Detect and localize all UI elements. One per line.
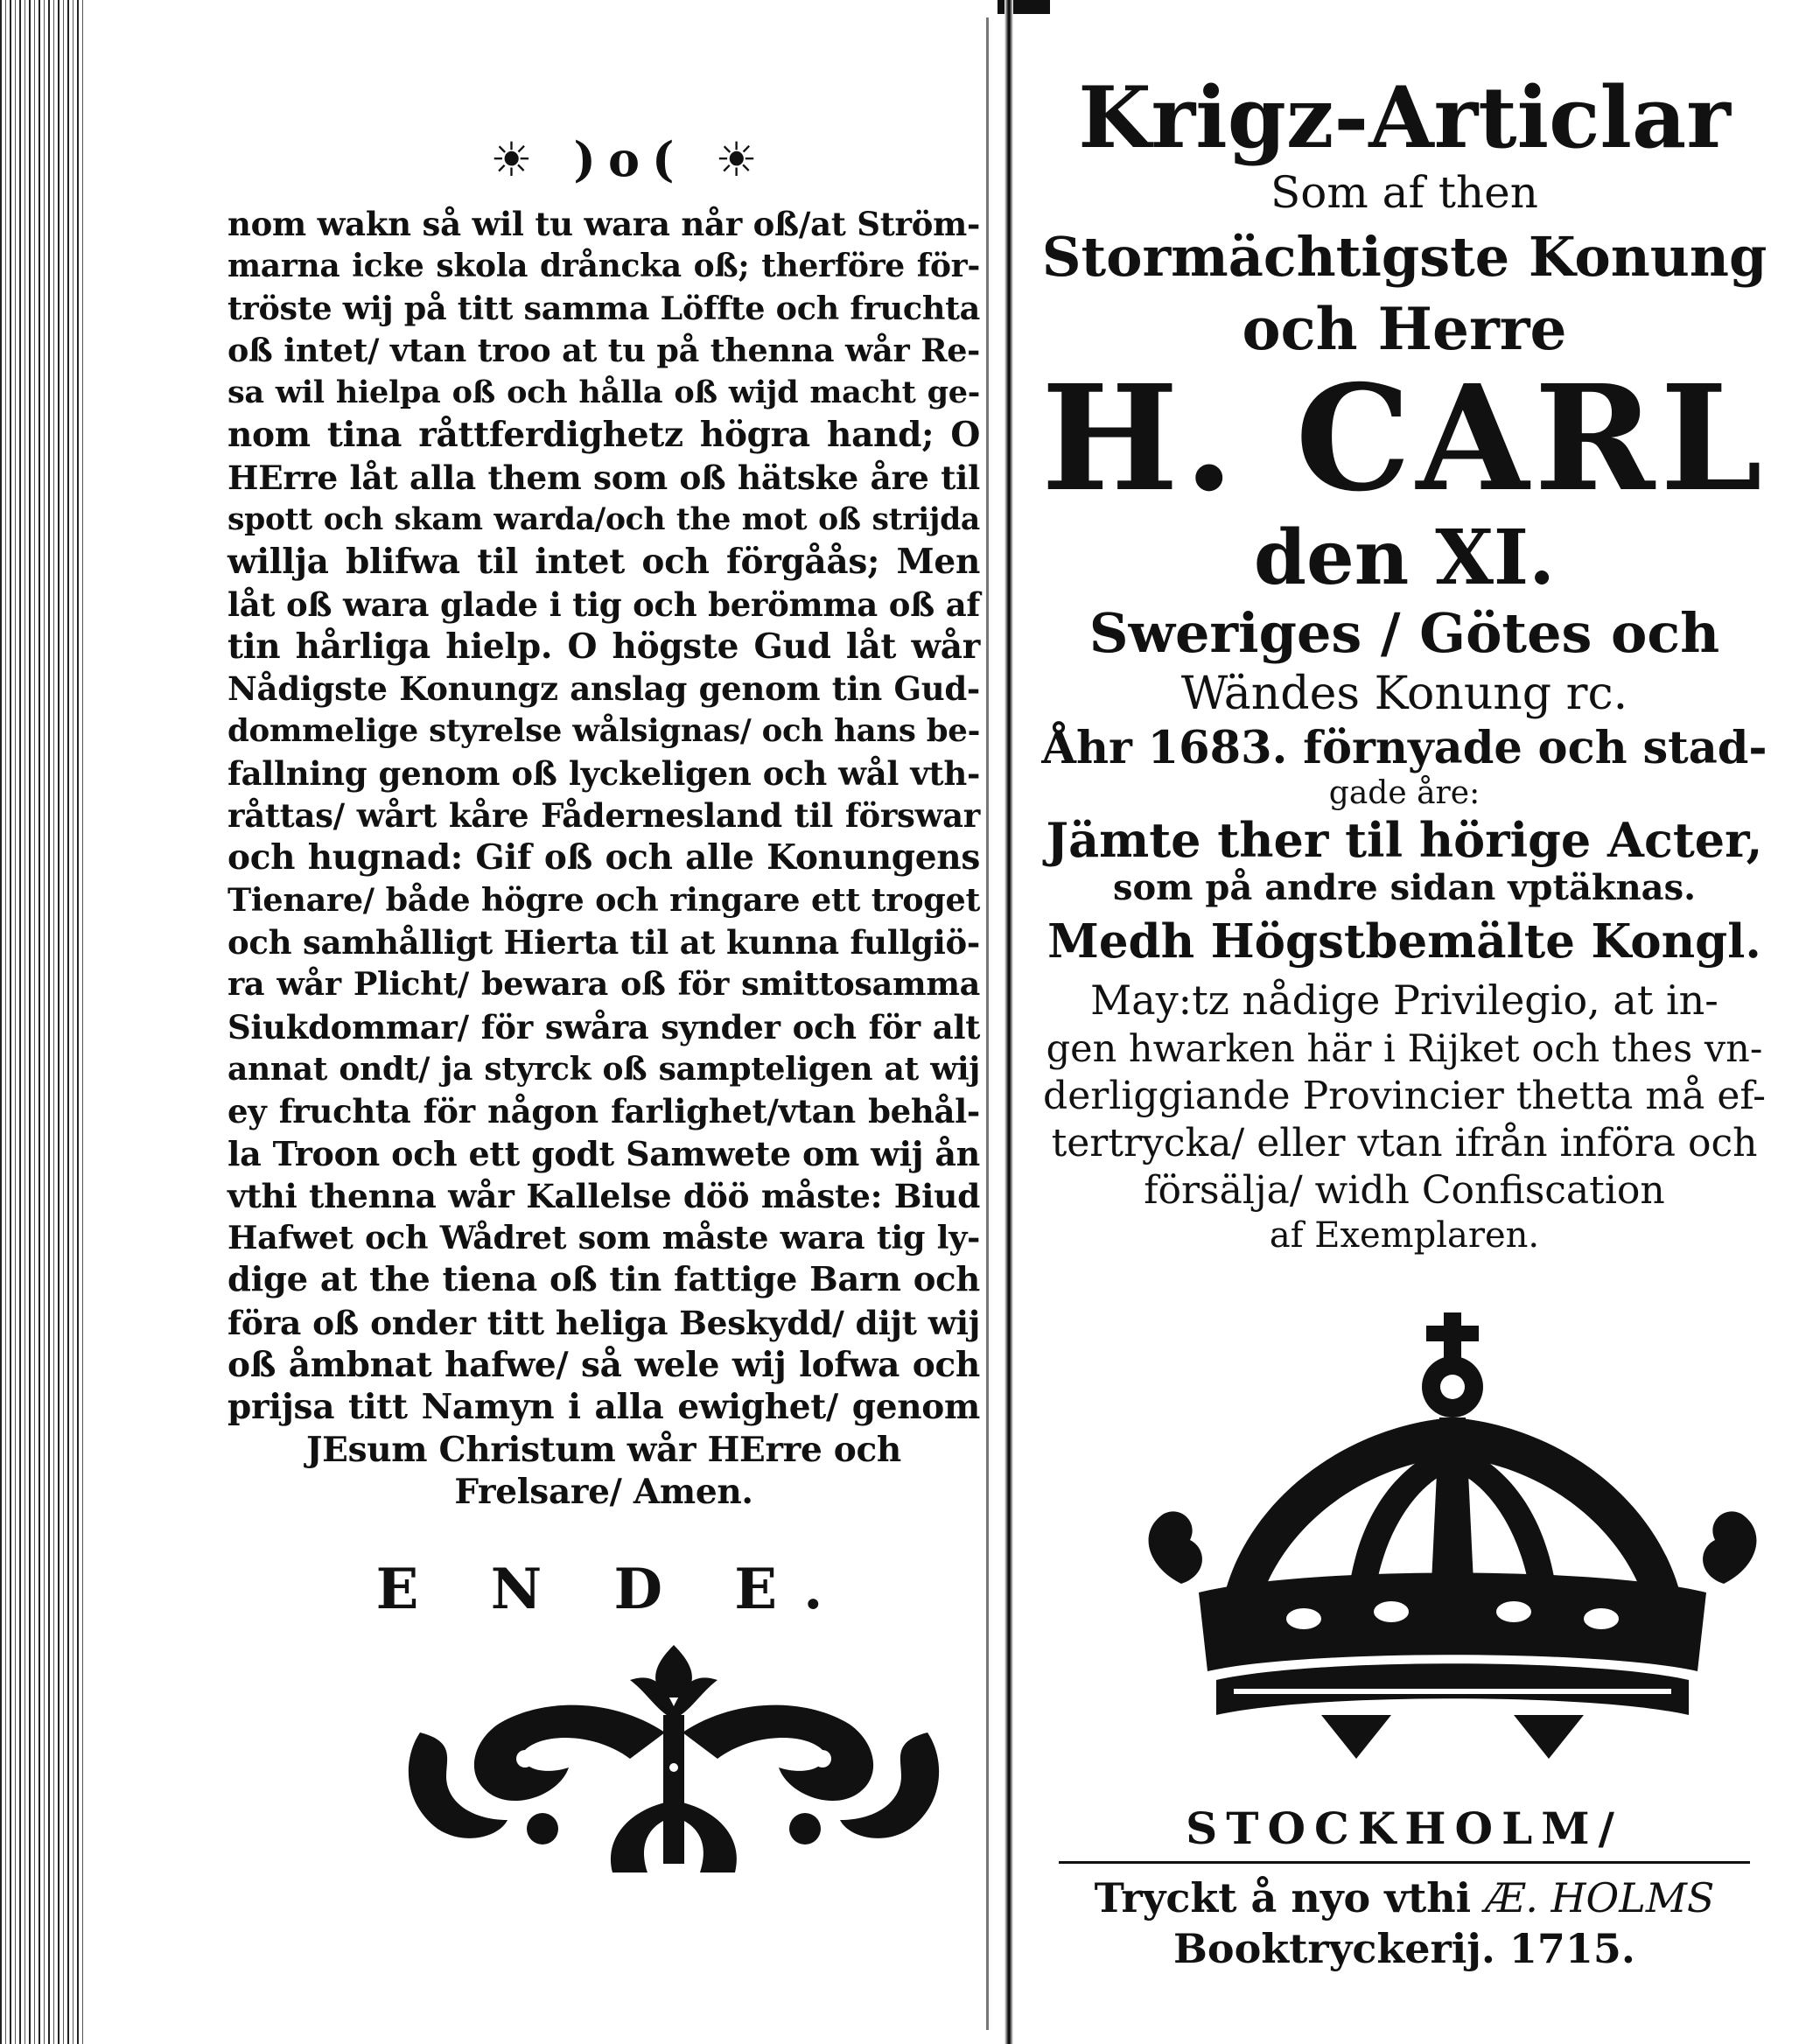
text-line: och samhålligt Hierta til at kunna fullgiö- [228, 923, 980, 962]
text-line: dommelige styrelse wålsignas/ och hans be- [228, 712, 980, 749]
text-line: spott och skam warda/och the mot oß strijda [228, 502, 980, 538]
title-line: och Herre [1242, 295, 1567, 363]
text-line: tröste wij på titt samma Löffte och fruchta [228, 289, 980, 327]
imprint-prefix: Tryckt å nyo vthi [1094, 1874, 1472, 1922]
text-line: Siukdommar/ för swåra synder och för alt [228, 1007, 980, 1046]
text-line: Frelsare/ Amen. [454, 1471, 753, 1512]
title-line: som på andre sidan vptäknas. [1112, 867, 1697, 908]
title-line: Wändes Konung rc. [1180, 668, 1628, 720]
imprint-date-line: Booktryckerij. 1715. [1173, 1925, 1635, 1972]
text-line: föra oß onder titt heliga Beskydd/ dijt wij [228, 1303, 980, 1342]
text-line: marna icke skola dråncka oß; therföre för- [228, 248, 980, 285]
title-line: Som af then [1270, 167, 1538, 218]
text-line: fallning genom oß lyckeligen och wål vth- [228, 753, 980, 793]
left-page [228, 131, 998, 1622]
title-main: Krigz-Articlar [1078, 68, 1731, 167]
title-line: den XI. [1253, 514, 1556, 602]
book-gutter [1004, 0, 1013, 2044]
text-line: oß intet/ vtan troo at tu på thenna wår Re- [228, 331, 980, 369]
title-line: af Exemplaren. [1269, 1215, 1540, 1256]
title-line: Stormächtigste Konung [1041, 225, 1768, 289]
text-line: nom tina råttferdighetz högra hand; O [228, 415, 980, 456]
text-line: och hugnad: Gif oß och alle Konungens [228, 837, 980, 878]
imprint-rule [1059, 1861, 1750, 1864]
ende-heading: E N D E. [375, 1557, 850, 1623]
text-line: annat ondt/ ja styrck oß sampteligen at wij [228, 1050, 980, 1088]
ornament-top: ☀ )o( ☀ [490, 131, 770, 187]
title-line: gen hwarken här i Rijket och thes vn- [1046, 1027, 1763, 1071]
title-king-name: H. CARL [1041, 354, 1768, 524]
text-line: Nådigste Konungz anslag genom tin Gud- [228, 669, 980, 709]
fleuron-ornament [368, 1628, 980, 1890]
imprint [1041, 1802, 1768, 1974]
text-line: oß åmbnat hafwe/ så wele wij lofwa och [228, 1345, 980, 1386]
title-line: Medh Högstbemälte Kongl. [1047, 914, 1761, 969]
text-line: HErre låt alla them som oß hätske åre til [228, 458, 980, 497]
text-line: sa wil hielpa oß och hålla oß wijd macht ge- [228, 374, 980, 411]
text-line: vthi thenna wår Kallelse döö måste: Biud [228, 1176, 980, 1215]
text-line: tin hårliga hielp. O högste Gud låt wår [228, 626, 980, 667]
title-line: gade åre: [1328, 775, 1480, 811]
title-line: Jämte ther til hörige Acter, [1046, 812, 1763, 868]
imprint-printer: Æ. HOLMS [1485, 1874, 1715, 1922]
title-line: Åhr 1683. förnyade och stad- [1041, 722, 1768, 774]
title-line: försälja/ widh Confiscation [1144, 1168, 1665, 1213]
title-line: derliggiande Provincier thetta må ef- [1043, 1074, 1766, 1118]
text-line: JEsum Christum wår HErre och [305, 1429, 901, 1470]
title-line: tertrycka/ eller vtan ifrån införa och [1051, 1121, 1758, 1166]
text-line: prijsa titt Namyn i alla ewighet/ genom [228, 1387, 980, 1428]
text-line: råttas/ wårt kåre Fådernesland til förswar [228, 796, 980, 836]
text-line: dige at the tiena oß tin fattige Barn och [228, 1260, 980, 1300]
text-line: låt oß wara glade i tig och berömma oß af [228, 584, 980, 624]
text-line: nom wakn så wil tu wara når oß/at Ström- [228, 205, 980, 243]
title-line: May:tz nådige Privilegio, at in- [1090, 976, 1718, 1024]
text-line: la Troon och ett godt Samwete om wij ån [228, 1133, 980, 1173]
imprint-printer-line [1041, 1872, 1768, 1923]
imprint-city: STOCKHOLM/ [1186, 1802, 1623, 1854]
text-line: ey fruchta för någon farlighet/vtan behål- [228, 1092, 980, 1131]
prayer-text [228, 203, 998, 1513]
text-line: ra wår Plicht/ bewara oß för smittosamma [228, 965, 980, 1004]
title-page [1041, 70, 1768, 1256]
crown-ornament [1129, 1304, 1776, 1785]
page-edges [0, 0, 83, 2044]
text-line: willja blifwa til intet och förgåås; Men [228, 542, 980, 583]
text-line: Tienare/ både högre och ringare ett troget [228, 880, 980, 919]
text-line: Hafwet och Wådret som måste wara tig ly- [228, 1219, 980, 1257]
title-line: Sweriges / Götes och [1088, 601, 1720, 665]
